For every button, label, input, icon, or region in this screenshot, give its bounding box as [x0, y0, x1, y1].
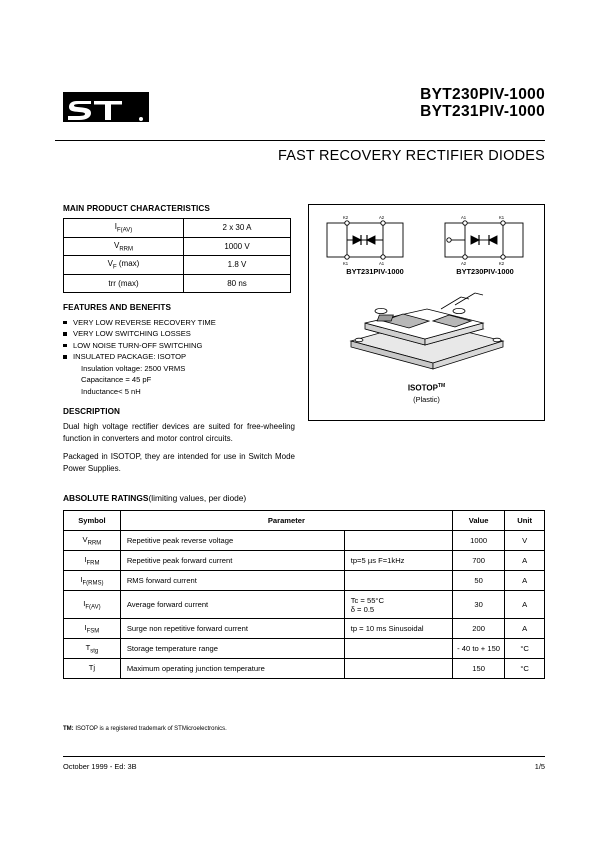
document-subtitle: FAST RECOVERY RECTIFIER DIODES	[277, 148, 545, 164]
rating-symbol	[64, 659, 121, 679]
svg-text:K1: K1	[343, 261, 349, 266]
rating-symbol	[64, 591, 121, 619]
list-item: LOW NOISE TURN-OFF SWITCHING	[63, 340, 295, 352]
char-symbol-if-av: $I_{F(AV)}$	[64, 219, 184, 238]
rating-value: 200	[453, 619, 505, 639]
rating-condition	[344, 531, 452, 551]
svg-text:K2: K2	[343, 215, 349, 220]
col-header-parameter: Parameter	[120, 511, 452, 531]
char-symbol-trr-max: trr (max)	[64, 274, 184, 292]
rating-parameter: Storage temperature range	[120, 639, 344, 659]
rating-symbol	[64, 619, 121, 639]
rating-condition-line2: δ = 0.5	[350, 604, 375, 614]
svg-text:A1: A1	[461, 215, 467, 220]
rating-value: 30	[453, 591, 505, 619]
table-row	[64, 256, 291, 275]
header-divider	[55, 140, 545, 141]
package-tm: TM	[437, 383, 446, 389]
char-value-vrrm: 1000 V	[184, 237, 291, 256]
rating-parameter: Repetitive peak forward current	[120, 551, 344, 571]
part-number-1: BYT230PIV-1000	[420, 86, 545, 103]
sym-sub: F(AV)	[85, 604, 101, 611]
rating-condition-line1: Tc = 55°C	[350, 595, 384, 605]
char-symbol-vf-max: $V_F$ (max)	[64, 256, 184, 275]
svg-text:K1: K1	[499, 215, 505, 220]
char-symbol-vrrm: $V_{RRM}$	[64, 237, 184, 256]
svg-text:A2: A2	[461, 261, 467, 266]
sym-sub: F(RMS)	[82, 580, 104, 587]
table-row	[64, 219, 291, 238]
main-characteristics-table	[63, 218, 291, 293]
list-item: Capacitance = 45 pF	[81, 375, 152, 385]
char-symbol-tail: (max)	[116, 259, 140, 269]
rating-value: 150	[453, 659, 505, 679]
char-value-trr-max: 80 ns	[184, 274, 291, 292]
absolute-ratings-table	[63, 510, 545, 679]
footer-date: October 1999 - Ed: 3B	[63, 762, 137, 771]
sym-base: I	[83, 598, 86, 608]
char-symbol-sub: F	[113, 264, 117, 271]
rating-unit: A	[505, 591, 545, 619]
trademark-footnote	[63, 726, 227, 732]
rating-condition	[344, 659, 452, 679]
description-paragraph-2: Packaged in ISOTOP, they are intended for use in Switch Mode Power Supplies.	[63, 452, 295, 473]
rating-symbol	[64, 551, 121, 571]
svg-text:A1: A1	[379, 261, 385, 266]
rating-unit: A	[505, 571, 545, 591]
page-content	[55, 78, 545, 778]
sym-base: T	[85, 642, 91, 652]
rating-parameter: Average forward current	[120, 591, 344, 619]
rating-parameter: Repetitive peak reverse voltage	[120, 531, 344, 551]
features-list	[63, 317, 295, 398]
rating-symbol	[64, 571, 121, 591]
rating-condition	[344, 639, 452, 659]
table-row	[64, 571, 545, 591]
absolute-ratings-title: ABSOLUTE RATINGS	[63, 493, 149, 503]
description-heading: DESCRIPTION	[63, 407, 121, 417]
rating-unit: A	[505, 551, 545, 571]
char-value-vf-max: 1.8 V	[184, 256, 291, 275]
footnote-prefix: TM:	[63, 726, 74, 732]
sym-sub: RRM	[87, 540, 102, 547]
part-number-2: BYT231PIV-1000	[420, 103, 545, 120]
table-row	[64, 274, 291, 292]
sym-sub: FSM	[86, 628, 100, 635]
table-row	[64, 619, 545, 639]
list-item: Insulation voltage: 2500 VRMS	[81, 363, 186, 373]
main-characteristics-heading: MAIN PRODUCT CHARACTERISTICS	[63, 204, 210, 213]
table-row	[64, 551, 545, 571]
absolute-ratings-subtitle: (limiting values, per diode)	[148, 493, 247, 503]
char-value-if-av: 2 x 30 A	[184, 219, 291, 238]
col-header-value: Value	[453, 511, 505, 531]
footnote-text: ISOTOP is a registered trademark of STMicroelectronics.	[73, 726, 227, 732]
sym-sub: stg	[90, 648, 99, 655]
table-row	[64, 591, 545, 619]
table-row	[64, 237, 291, 256]
sym-base: V	[82, 534, 88, 544]
footer-divider	[63, 756, 545, 757]
table-row	[64, 659, 545, 679]
rating-value: - 40 to + 150	[453, 639, 505, 659]
sym-base: I	[80, 574, 83, 584]
char-symbol-sub: F(AV)	[117, 227, 133, 234]
features-heading: FEATURES AND BENEFITS	[63, 302, 172, 312]
footer-page-number: 1/5	[534, 762, 545, 771]
rating-parameter: Maximum operating junction temperature	[120, 659, 344, 679]
sym-sub: FRM	[86, 560, 100, 567]
table-header-row	[64, 511, 545, 531]
rating-condition	[344, 571, 452, 591]
rating-value: 50	[453, 571, 505, 591]
list-item: Inductance< 5 nH	[81, 386, 141, 396]
col-header-symbol: Symbol	[64, 511, 121, 531]
table-row	[64, 639, 545, 659]
rating-unit: A	[505, 619, 545, 639]
absolute-ratings-heading	[63, 493, 246, 503]
st-logo-icon	[63, 90, 149, 126]
left-column	[63, 204, 295, 481]
rating-condition: tp = 10 ms Sinusoidal	[344, 619, 452, 639]
rating-symbol	[64, 639, 121, 659]
list-item: VERY LOW SWITCHING LOSSES	[63, 328, 295, 340]
rating-value: 1000	[453, 531, 505, 551]
sym-base: I	[84, 622, 87, 632]
package-subtitle: (Plastic)	[413, 395, 440, 404]
isotop-package-icon	[337, 283, 517, 373]
char-symbol-sub: RRM	[119, 246, 133, 253]
right-column	[308, 204, 545, 421]
table-row	[64, 531, 545, 551]
svg-text:A2: A2	[379, 215, 385, 220]
sym-base: I	[84, 554, 87, 564]
rating-unit: °C	[505, 639, 545, 659]
schematic-label-left: BYT231PIV-1000	[346, 267, 404, 276]
rating-condition: tp=5 µs F=1kHz	[344, 551, 452, 571]
schematic-label-right: BYT230PIV-1000	[456, 267, 514, 276]
rating-condition	[344, 591, 452, 619]
col-header-unit: Unit	[505, 511, 545, 531]
svg-text:K2: K2	[499, 261, 505, 266]
page-header	[55, 78, 545, 164]
list-item: VERY LOW REVERSE RECOVERY TIME	[63, 317, 295, 329]
part-number-block	[420, 86, 545, 120]
figure-box	[308, 204, 545, 421]
description-paragraph-1: Dual high voltage rectifier devices are suited for free-wheeling function in converters and motor control circuits.	[63, 422, 295, 443]
package-name-text: ISOTOP	[407, 383, 438, 393]
rating-parameter: RMS forward current	[120, 571, 344, 591]
rating-value: 700	[453, 551, 505, 571]
list-item: INSULATED PACKAGE: ISOTOP	[63, 351, 295, 363]
rating-unit: °C	[505, 659, 545, 679]
rating-unit: V	[505, 531, 545, 551]
rating-symbol	[64, 531, 121, 551]
package-name	[309, 383, 544, 393]
sym-base: Tj	[88, 662, 96, 672]
rating-parameter: Surge non repetitive forward current	[120, 619, 344, 639]
